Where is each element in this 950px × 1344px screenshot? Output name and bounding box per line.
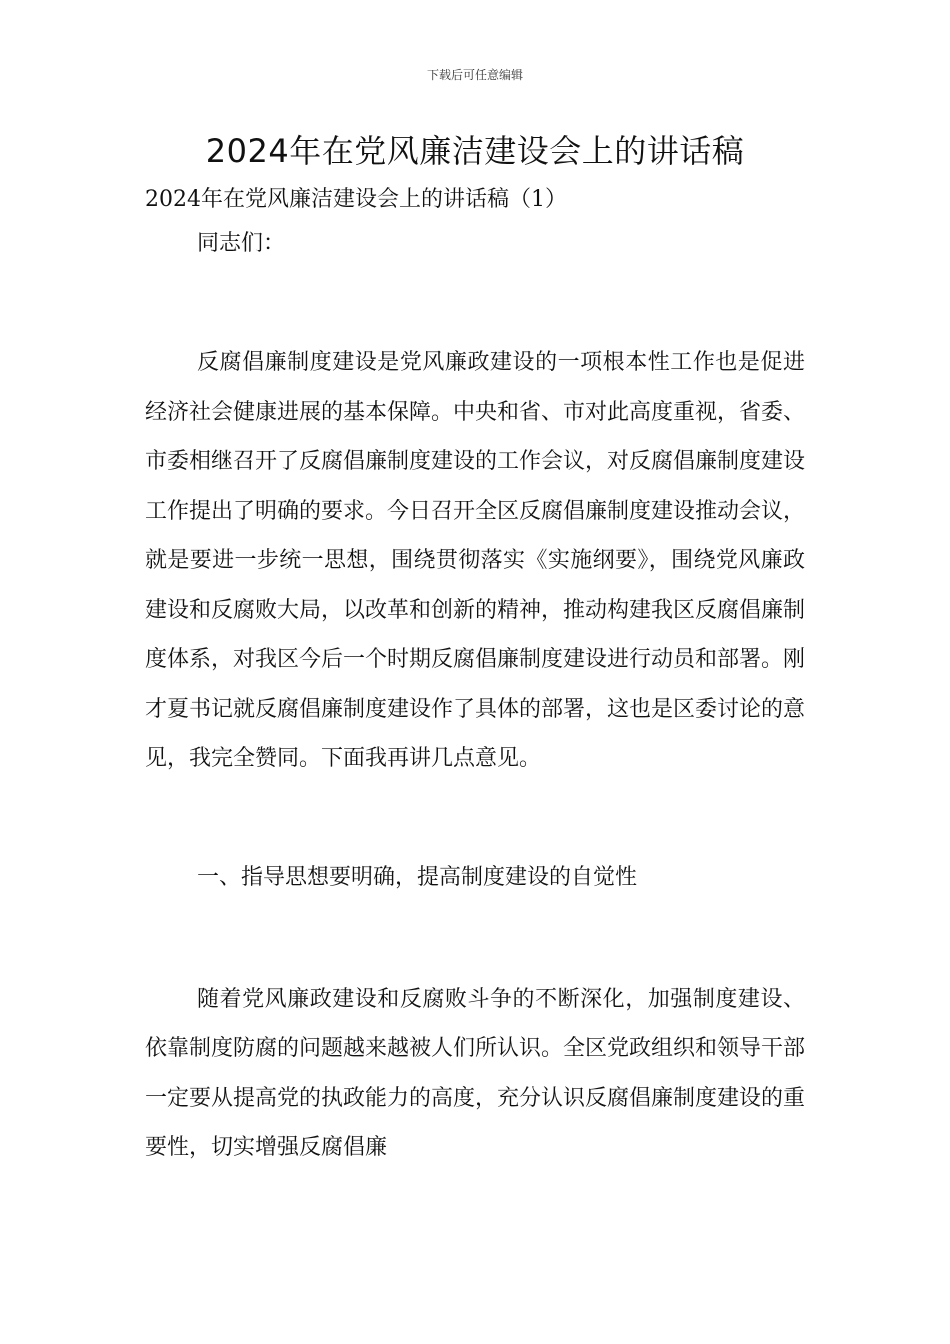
- header-note: 下载后可任意编辑: [426, 68, 523, 82]
- document-title: 2024年在党风廉洁建设会上的讲话稿: [205, 132, 745, 170]
- document-subtitle: 2024年在党风廉洁建设会上的讲话稿（1）: [145, 187, 567, 212]
- body-paragraph: 反腐倡廉制度建设是党风廉政建设的一项根本性工作也是促进经济社会健康进展的基本保障。中央和省、市对此高度重视，省委、市委相继召开了反腐倡廉制度建设的工作会议，对反腐倡廉制度建设工作提出了明确的要求。今日召开全区反腐倡廉制度建设推动会议，就是要进一步统一思想，围绕贯彻落实《实施纲要》，围绕党风廉政建设和反腐败大局，以改革和创新的精神，推动构建我区反腐倡廉制度体系，对我区今后一个时期反腐倡廉制度建设进行动员和部署。刚才夏书记就反腐倡廉制度建设作了具体的部署，这也是区委讨论的意见，我完全赞同。下面我再讲几点意见。: [145, 350, 806, 771]
- salutation: 同志们：: [197, 231, 286, 256]
- body-paragraph: 随着党风廉政建设和反腐败斗争的不断深化，加强制度建设、依靠制度防腐的问题越来越被人们所认识。全区党政组织和领导干部一定要从提高党的执政能力的高度，充分认识反腐倡廉制度建设的重要性，切实增强反腐倡廉: [145, 986, 806, 1160]
- section-heading: 一、指导思想要明确，提高制度建设的自觉性: [197, 864, 638, 890]
- document-body: [145, 183, 805, 1173]
